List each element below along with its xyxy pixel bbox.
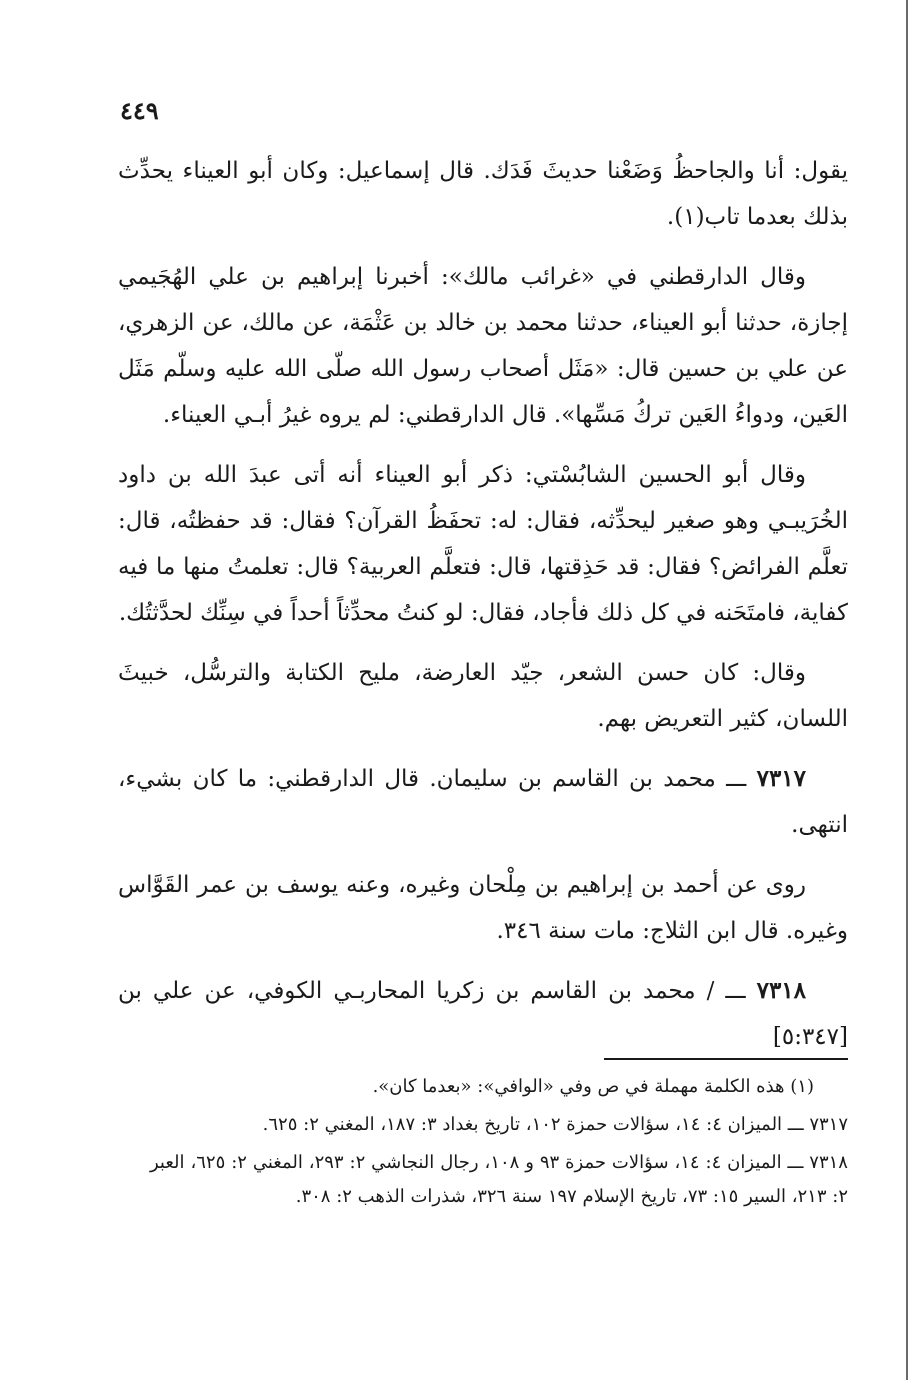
entry-7317-text: ـــ محمد بن القاسم بن سليمان. قال الدارقطني: ما كان بشيء، انتهى. [118, 766, 848, 838]
paragraph-shabushti: وقال أبو الحسين الشابُسْتي: ذكر أبو العيناء أنه أتى عبدَ الله بن داود الخُرَيبـي وهو صغير ليحدِّثه، فقال: له: تحفَظُ القرآن؟ فقال: قد حفظتُه، قال: تعلَّم الفرائض؟ فقال: قد حَذِقتها، قال: فتعلَّم العربية؟ قال: تعلمتُ منها ما فيه كفاية، فامتَحَنه في كل ذلك فأجاد، فقال: لو كنتُ محدِّثاً أحداً في سِنِّك لحدَّثتُك. [118, 462, 848, 626]
paragraph-daraqutni: وقال الدارقطني في «غرائب مالك»: أخبرنا إبراهيم بن علي الهُجَيمي إجازة، حدثنا أبو العيناء، حدثنا محمد بن خالد بن عَثْمَة، عن مالك، عن الزهري، عن علي بن حسين قال: «مَثَل أصحاب رسول الله صلّى الله عليه وسلّم مَثَل العَين، ودواءُ العَين تركُ مَسِّها». قال الدارقطني: لم يروه غيرُ أبـي العيناء. [118, 264, 848, 428]
footnote-1: (١) هذه الكلمة مهملة في ص وفي «الوافي»: «بعدما كان». [372, 1076, 814, 1097]
entry-7318-text: ـــ / محمد بن القاسم بن زكريا المحاربـي الكوفي، عن علي بن [٥:٣٤٧] [118, 978, 848, 1050]
entry-7318 [118, 968, 848, 1060]
entry-7317 [118, 756, 848, 848]
main-text [118, 148, 848, 1074]
page-number: ٤٤٩ [120, 96, 159, 125]
paragraph-description: وقال: كان حسن الشعر، جيّد العارضة، مليح الكتابة والترسُّل، خبيثَ اللسان، كثير التعريض بهم. [118, 660, 848, 732]
paragraph-7317-narration: روى عن أحمد بن إبراهيم بن مِلْحان وغيره، وعنه يوسف بن عمر القَوَّاس وغيره. قال ابن الثلاج: مات سنة ٣٤٦. [118, 872, 848, 944]
page-binding-edge [906, 0, 908, 1380]
entry-7317-number: ٧٣١٧ [756, 765, 807, 792]
footnote-ref-7317: ٧٣١٧ ـــ الميزان ٤: ١٤، سؤالات حمزة ١٠٢، تاريخ بغداد ٣: ١٨٧، المغني ٢: ٦٢٥. [262, 1114, 848, 1135]
footnote-ref-7318: ٧٣١٨ ـــ الميزان ٤: ١٤، سؤالات حمزة ٩٣ و ١٠٨، رجال النجاشي ٢: ٢٩٣، المغني ٢: ٦٢٥، العبر ٢: ٢١٣، السير ١٥: ٧٣، تاريخ الإسلام ١٩٧ سنة ٣٢٦، شذرات الذهب ٢: ٣٠٨. [150, 1152, 848, 1207]
paragraph-continuation: يقول: أنا والجاحظُ وَضَعْنا حديثَ فَدَك. قال إسماعيل: وكان أبو العيناء يحدِّث بذلك بعدما تاب(١). [118, 158, 848, 230]
footnote-divider [604, 1058, 848, 1060]
entry-7318-number: ٧٣١٨ [756, 977, 807, 1004]
footnotes [150, 1070, 848, 1218]
